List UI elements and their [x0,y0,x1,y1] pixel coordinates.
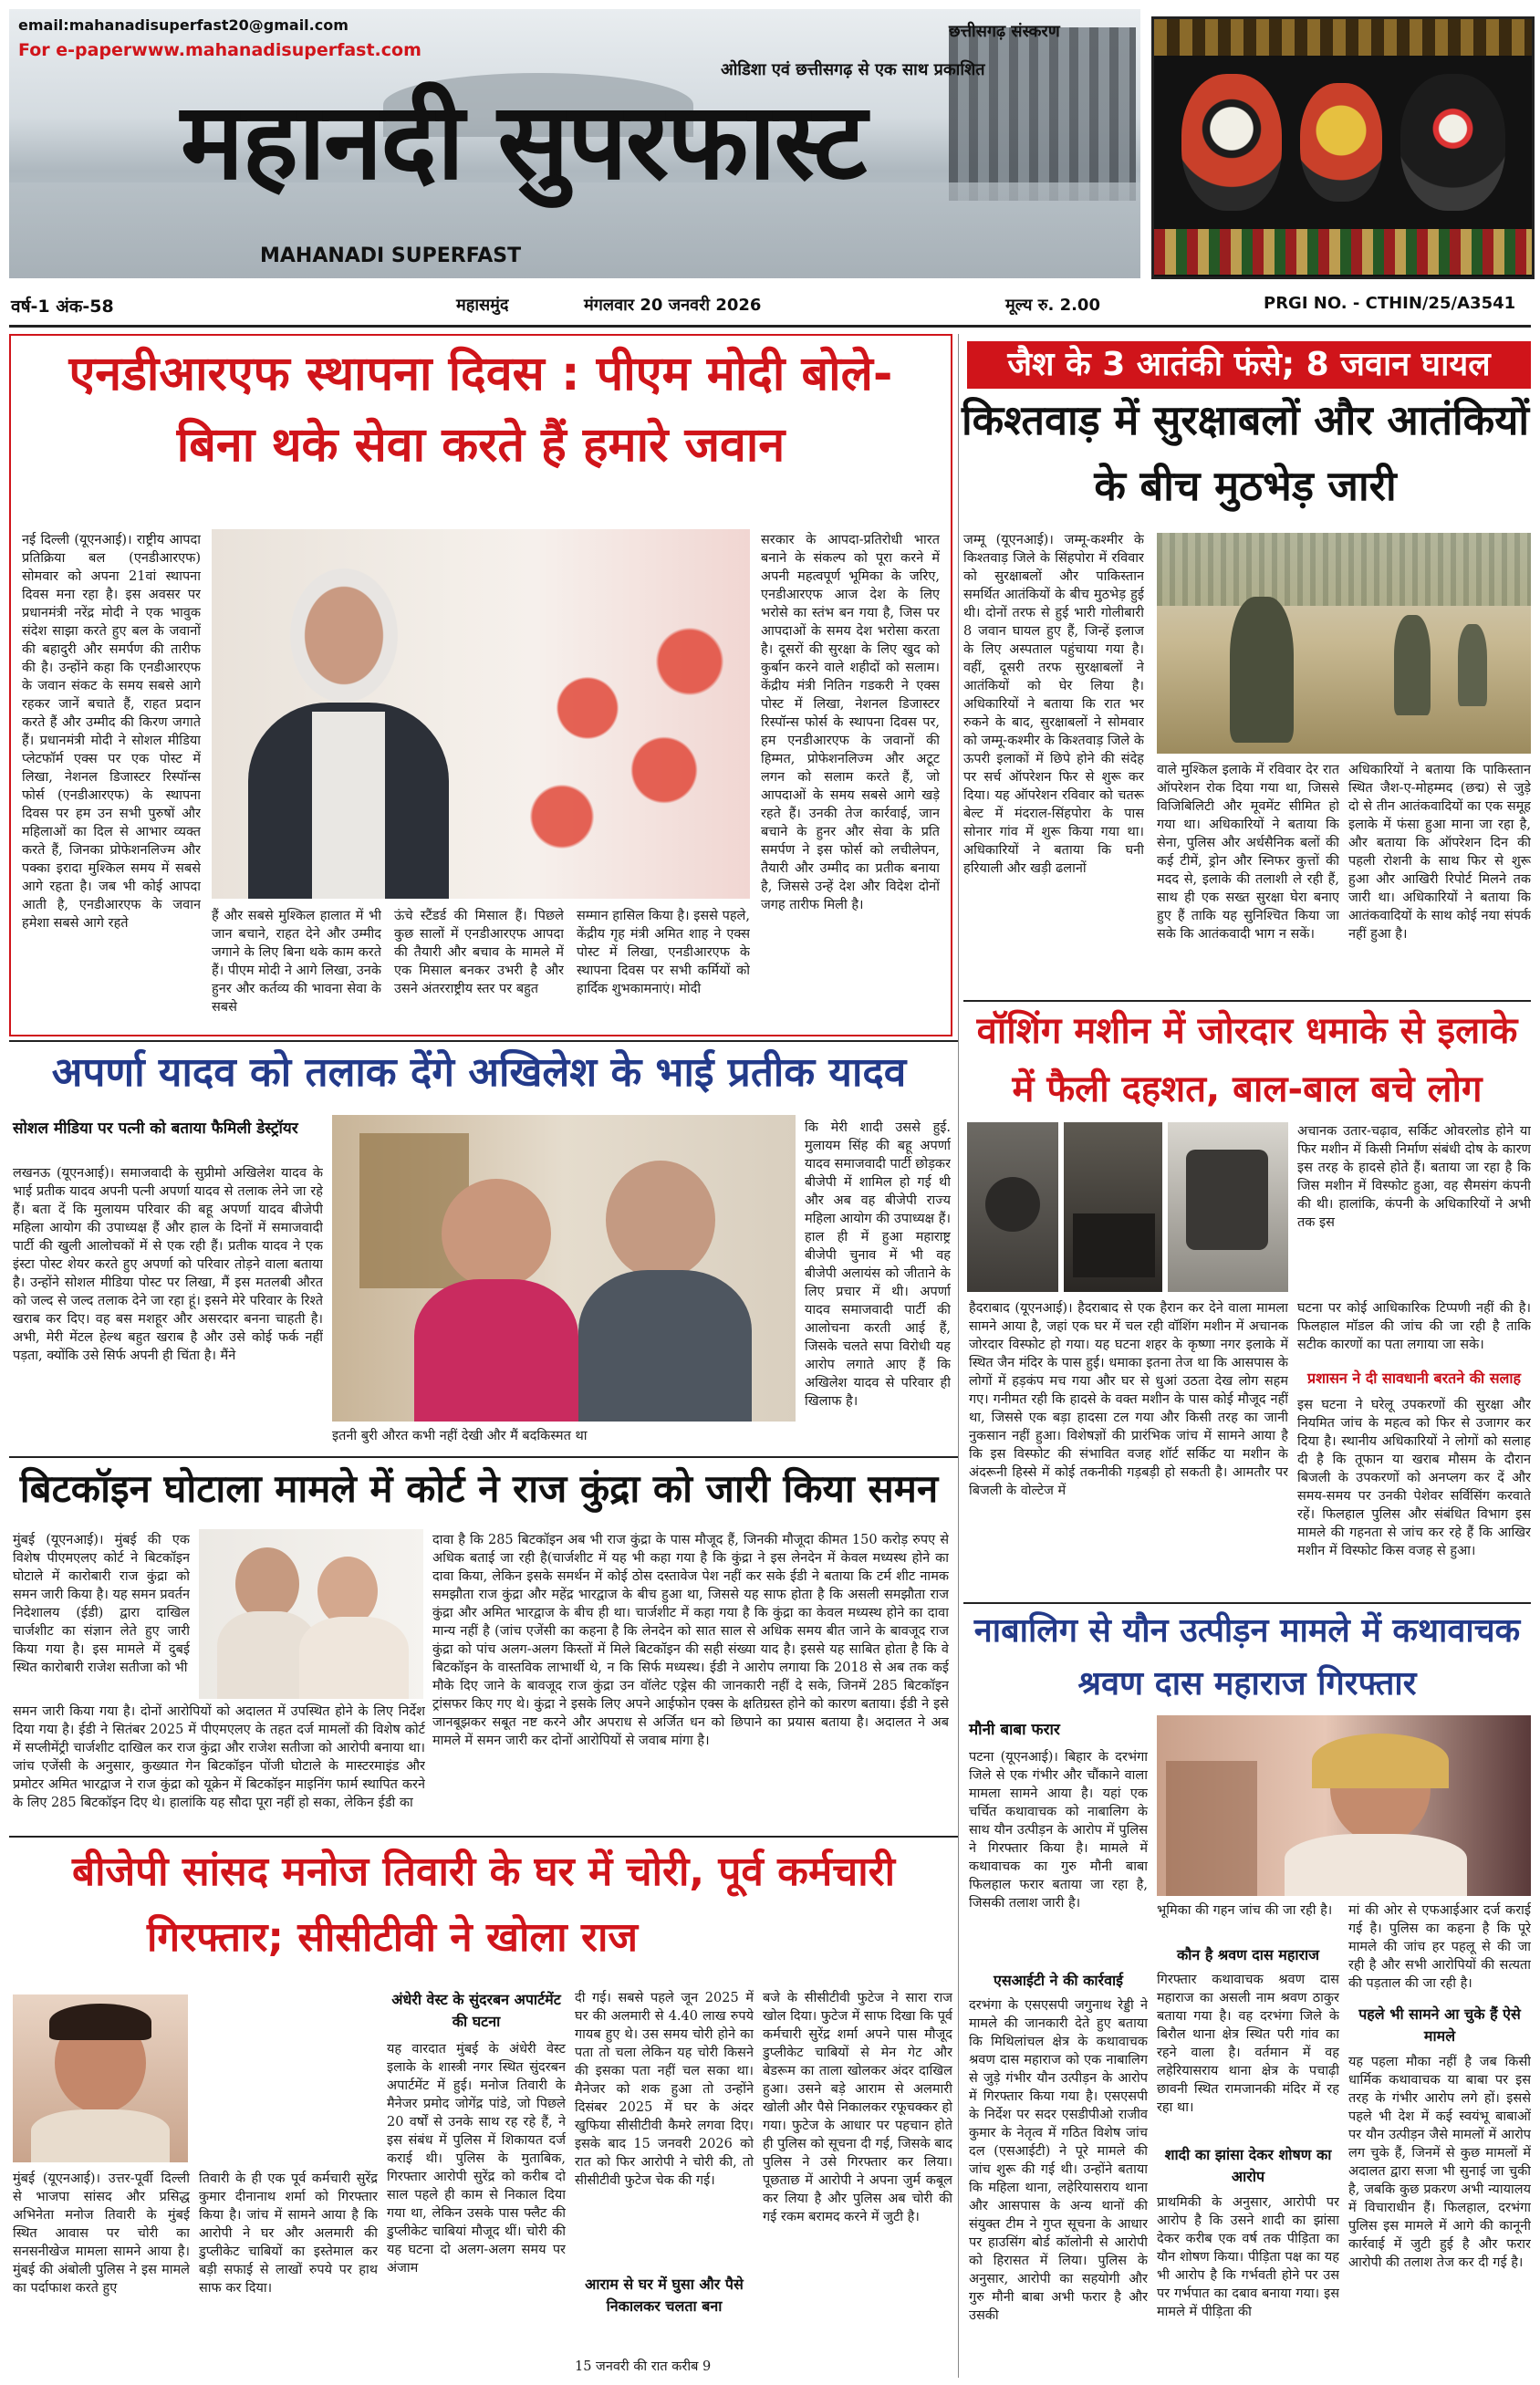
manoj-col2: तिवारी के ही एक पूर्व कर्मचारी सुरेंद्र कुमार दीनानाथ शर्मा को गिरफ्तार किया है। जांच में सामने आया है कि आरोपी ने घर और अलमारी की डुप्लीकेट चाबियों का इस्तेमाल कर बड़ी सफाई से लाखों रुपये पर हाथ साफ कर दिया। [199,2171,378,2296]
masthead-bridge [949,27,1136,201]
kishtwar-headline-2: के बीच मुठभेड़ जारी [1094,462,1397,510]
tagline: ओडिशा एवं छत्तीसगढ़ से एक साथ प्रकाशित [721,60,985,79]
ndrf-col1: नई दिल्ली (यूएनआई)। राष्ट्रीय आपदा प्रतिक्रिया बल (एनडीआरएफ) सोमवार को अपना 21वां स्थापना दिवस मना रहा है। इस अवसर पर प्रधानमंत्री नरेंद्र मोदी ने एक भावुक संदेश साझा करते हुए बल के जवानों की बहादुरी और समर्पण की तारीफ की है। उन्होंने कहा कि एनडीआरएफ के जवान संकट के समय सबसे आगे रहकर जानें बचाते हैं, राहत प्रदान करते हैं और उम्मीद की किरण जगाते हैं। प्रधानमंत्री मोदी ने सोशल मीडिया प्लेटफॉर्म एक्स पर एक पोस्ट में लिखा, नेशनल डिजास्टर रिस्पॉन्स फोर्स (एनडीआरएफ) के स्थापना दिवस पर हम उन सभी पुरुषों और महिलाओं का दिल से आभार व्यक्त करते हैं, जिनका प्रोफेशनलिज्म और पक्का इरादा मुश्किल समय में सबसे आगे रहता है। जब भी कोई आपदा आती है, एनडीआरएफ के जवान हमेशा सबसे आगे रहते [22,533,201,931]
divider-2 [9,1456,958,1458]
minor-col1: पटना (यूएनआई)। बिहार के दरभंगा जिले से एक गंभीर और चौंकाने वाला मामला सामने आया है। यहां एक चर्चित कथावाचक को नाबालिग के साथ यौन उत्पीड़न के आरोप में पुलिस ने गिरफ्तार किया है। मामले में कथावाचक का गुरु मौनी बाबा फिलहाल फरार बताया जा रहा है, जिसकी तलाश जारी है। [969,1750,1148,1911]
date: मंगलवार 20 जनवरी 2026 [584,296,762,315]
ndrf-headline-1: एनडीआरएफ स्थापना दिवस : पीएम मोदी बोले- [68,347,893,401]
aparna-headline: अपर्णा यादव को तलाक देंगे अखिलेश के भाई प्रतीक यादव [51,1049,907,1096]
ndrf-col2: हैं और सबसे मुश्किल हालात में भी जान बचाने, राहत देने और उम्मीद जगाने के लिए बिना थके काम करते हैं। पीएम मोदी ने आगे लिखा, उनके हुनर और कर्तव्य की भावना सेवा के सबसे [212,909,381,1015]
masthead [0,0,1540,283]
washing-col2b: इस घटना ने घरेलू उपकरणों की सुरक्षा और नियमित जांच के महत्व को फिर से उजागर कर दिया है। स्थानीय अधिकारियों ने लोगों को सलाह दी है कि तूफान या खराब मौसम के दौरान बिजली के उपकरणों को अनप्लग कर दें और समय-समय पर उनकी पेशेवर सर्विसिंग करवाते रहें। फिलहाल पुलिस और संबंधित विभाग इस मामले की गहनता से जांच कर रहे हैं कि आखिर मशीन में विस्फोट किस वजह से हुआ। [1297,1398,1531,1558]
washing-photo-2 [1064,1122,1162,1292]
manoj-sub-andheri: अंधेरी वेस्ट के सुंदरबन अपार्टमेंट की घटना [391,1991,561,2030]
price: मूल्य रु. 2.00 [1005,296,1100,315]
kishtwar-headline-1: किश्तवाड़ में सुरक्षाबलों और आतंकियों [962,396,1529,444]
divider-3r [963,1602,1531,1604]
kishtwar-banner [967,341,1531,389]
minor-col3b: यह पहला मौका नहीं है जब किसी धार्मिक कथावाचक या बाबा पर इस तरह के गंभीर आरोप लगे हों। इससे पहले भी देश में कई स्वयंभू बाबाओं पर यौन उत्पीड़न जैसे मामलों में आरोप लग चुके हैं, जिनमें से कुछ मामलों में अदालत द्वारा सजा भी सुनाई जा चुकी है, जबकि कुछ प्रकरण अभी न्यायालय में विचाराधीन हैं। फिलहाल, दरभंगा पुलिस इस मामले में आगे की कानूनी कार्रवाई में जुटी हुई है और फरार आरोपी की तलाश तेज कर दी गई है। [1348,2055,1531,2270]
minor-sub-sit: एसआईटी ने की कार्रवाई [994,1972,1123,1989]
minor-sub-who: कौन है श्रवण दास महाराज [1176,1946,1320,1963]
washing-col2: घटना पर कोई आधिकारिक टिप्पणी नहीं की है। फिलहाल मॉडल की जांच की जा रही है ताकि सटीक कारणों का पता लगाया जा सके। [1297,1301,1531,1352]
vertical-divider [958,334,959,2378]
divider-3 [9,1836,958,1838]
aparna-subhead: सोशल मीडिया पर पत्नी को बताया फैमिली डेस्ट्रॉयर [13,1120,298,1138]
email: email:mahanadisuperfast20@gmail.com [18,16,349,34]
ndrf-photo-modi [212,529,750,899]
manoj-col4: दी गई। सबसे पहले जून 2025 में घर की अलमारी से 4.40 लाख रुपये गायब हुए थे। उस समय चोरी होने का पता तो चला लेकिन यह चोरी किसने की इसका पता नहीं चल सका था। मैनेजर को शक हुआ तो उन्होंने दिसंबर 2025 में घर के अंदर खुफिया सीसीटीवी कैमरे लगवा दिए। इसके बाद 15 जनवरी 2026 को रात को फिर आरोपी ने चोरी की, तो सीसीटीवी फुटेज चेक की गई। [575,1991,754,2188]
manoj-sub-entry: आराम से घर में घुसा और पैसे निकालकर चलता बना [585,2276,744,2315]
volume-issue: वर्ष-1 अंक-58 [11,297,114,317]
dateline-rule [9,325,1531,328]
ndrf-headline-2: बिना थके सेवा करते हैं हमारे जवान [176,418,786,473]
minor-col2c: प्राथमिकी के अनुसार, आरोपी पर आरोप है कि उसने शादी का झांसा देकर करीब एक वर्ष तक पीड़िता का यौन शोषण किया। पीड़िता पक्ष का यह भी आरोप है कि गर्भवती होने पर उस पर गर्भपात का दबाव बनाया गया। इस मामले में पीड़िता की [1157,2195,1339,2319]
jagannath-image [1151,16,1535,279]
manoj-headline-1: बीजेपी सांसद मनोज तिवारी के घर में चोरी, पूर्व कर्मचारी [71,1849,895,1895]
manoj-col4b: 15 जनवरी की रात करीब 9 [575,2359,712,2374]
kishtwar-col1: जम्मू (यूएनआई)। जम्मू-कश्मीर के किश्तवाड़ जिले के सिंहपोरा में रविवार को सुरक्षाबलों और पाकिस्तान समर्थित आतंकियों के बीच मुठभेड़ हुई थी। दोनों तरफ से हुई भारी गोलीबारी 8 जवान घायल हुए हैं, जिन्हें इलाज के लिए अस्पताल पहुंचाया गया है। वहीं, दूसरी तरफ सुरक्षाबलों ने आतंकियों को घेर लिया है। अधिकारियों ने बताया कि रात भर रुकने के बाद, सुरक्षाबलों ने सोमवार को जम्मू-कश्मीर के किश्तवाड़ जिले के ऊपरी इलाकों में छिपे होने की संदेह पर सर्च ऑपरेशन फिर से शुरू कर दिया। यह ऑपरेशन रविवार को चतरू बेल्ट में मंदराल-सिंहपोरा के पास सोनार गांव में शुरू किया गया था। अधिकारियों ने बताया कि घनी हरियाली और खड़ी ढलानों [963,533,1144,876]
washing-photo-3 [1168,1122,1288,1292]
divider-1r [963,1000,1531,1002]
minor-col2b: गिरफ्तार कथावाचक श्रवण दास महाराज का असली नाम श्रवण ठाकुर बताया गया है। वह दरभंगा जिले के बिरौल थाना क्षेत्र स्थित परी गांव का रहने वाला है। वर्तमान में वह लहेरियासराय थाना क्षेत्र के पचाढ़ी छावनी स्थित रामजानकी मंदिर में रह रहा था। [1157,1973,1339,2115]
minor-subhead: मौनी बाबा फरार [969,1721,1060,1739]
newspaper-subtitle: MAHANADI SUPERFAST [260,245,522,267]
ndrf-col4: सम्मान हासिल किया है। इससे पहले, केंद्रीय गृह मंत्री अमित शाह ने एक्स पोस्ट में लिखा, एनडीआरएफ के स्थापना दिवस पर सभी कर्मियों को हार्दिक शुभकामनाएं। मोदी [577,909,750,996]
ndrf-story [9,334,952,1036]
washing-headline-2: में फैली दहशत, बाल-बाल बचे लोग [1012,1068,1483,1110]
minor-headline-2: श्रवण दास महाराज गिरफ्तार [1077,1665,1417,1703]
washing-col1: हैदराबाद (यूएनआई)। हैदराबाद से एक हैरान कर देने वाला मामला सामने आया है, जहां एक घर में चल रही वॉशिंग मशीन में अचानक जोरदार विस्फोट हो गया। यह घटना शहर के कृष्णा नगर इलाके में स्थित जैन मंदिर के पास हुई। धमाका इतना तेज था कि आसपास के लोगों में हड़कंप मच गया और घर से धुआं उठता देख लोग सहम गए। गनीमत रही कि हादसे के वक्त मशीन के पास कोई मौजूद नहीं था, जिससे एक बड़ा हादसा टल गया और किसी तरह का जानी नुकसान नहीं हुआ। विशेषज्ञों की प्रारंभिक जांच में सामने आया है कि इस विस्फोट की संभावित वजह शॉर्ट सर्किट या मशीन के अंदरूनी हिस्से में कोई तकनीकी गड़बड़ी हो सकती है। आमतौर पर बिजली के वोल्टेज में [969,1301,1288,1498]
kishtwar-col2: वाले मुश्किल इलाके में रविवार देर रात ऑपरेशन रोक दिया गया था, जिससे विजिबिलिटी और मूवमेंट सीमित हो गया था। अधिकारियों ने बताया कि सेना, पुलिस और अर्धसैनिक बलों की कई टीमें, ड्रोन और स्निफर कुत्तों की मदद से, इलाके की तलाशी ले रही हैं, साथ ही एक सख्त सुरक्षा घेरा बनाए हुए हैं ताकि यह सुनिश्चित किया जा सके कि आतंकवादी भाग न सकें। [1157,763,1339,942]
minor-sub-marriage: शादी का झांसा देकर शोषण का आरोप [1164,2146,1332,2185]
minor-sub-earlier: पहले भी सामने आ चुके हैं ऐसे मामले [1358,2005,1521,2045]
kishtwar-photo [1157,533,1531,754]
ndrf-col3: ऊंचे स्टैंडर्ड की मिसाल हैं। पिछले कुछ सालों में एनडीआरएफ आपदा की तैयारी और बचाव के मामले में एक मिसाल बनकर उभरी है और उसने अंतरराष्ट्रीय स्तर पर बहुत [394,909,564,996]
washing-headline-1: वॉशिंग मशीन में जोरदार धमाके से इलाके [976,1010,1518,1052]
city: महासमुंद [456,296,509,315]
manoj-col5: बजे के सीसीटीवी फुटेज ने सारा राज खोल दिया। फुटेज में साफ दिखा कि पूर्व कर्मचारी सुरेंद्र शर्मा अपने पास मौजूद डुप्लीकेट चाबियों से मेन गेट और बेडरूम का ताला खोलकर अंदर दाखिल हुआ। उसने बड़े आराम से अलमारी खोली और पैसे निकालकर रफूचक्कर हो गया। फुटेज के आधार पर पहचान होते ही पुलिस को सूचना दी गई, जिसके बाद पुलिस ने उसे गिरफ्तार कर लिया। पूछताछ में आरोपी ने अपना जुर्म कबूल कर लिया है और पुलिस अब चोरी की गई रकम बरामद करने में जुटी है। [763,1991,952,2224]
minor-headline-1: नाबालिग से यौन उत्पीड़न मामले में कथावाचक [973,1612,1521,1650]
washing-subhead: प्रशासन ने दी सावधानी बरतने की सलाह [1306,1370,1522,1387]
manoj-photo [13,1994,188,2162]
minor-col2: भूमिका की गहन जांच की जा रही है। [1157,1903,1333,1918]
aparna-col2: इतनी बुरी औरत कभी नहीं देखी और मैं बदकिस्मत था [332,1429,588,1443]
bitcoin-photo [199,1529,423,1699]
divider-1 [9,1040,958,1042]
bitcoin-col-full: समन जारी किया गया है। दोनों आरोपियों को अदालत में उपस्थित होने के लिए निर्देश दिया गया है। ईडी ने सितंबर 2025 में पीएमएलए के तहत दर्ज मामलों की विशेष कोर्ट में सप्लीमेंट्री चार्जशीट दाखिल कर राज कुंद्रा और राजेश सतीजा को आरोपी बनाया था। जांच एजेंसी के अनुसार, कुख्यात गेन बिटकॉइन पोंजी घोटाले के मास्टरमाइंड और प्रमोटर अमित भारद्वाज ने राज कुंद्रा को यूक्रेन में बिटकॉइन माइनिंग फार्म स्थापित करने के लिए 285 बिटकॉइन दिए थे। हालांकि यह सौदा पूरा नहीं हो सका, लेकिन ईडी का [13,1704,425,1810]
washing-photo-1 [967,1122,1058,1292]
aparna-photo [332,1115,796,1422]
prgi-number: PRGI NO. - CTHIN/25/A3541 [1264,294,1516,313]
bitcoin-col2: दावा है कि 285 बिटकॉइन अब भी राज कुंद्रा के पास मौजूद हैं, जिनकी मौजूदा कीमत 150 करोड़ रुपए से अधिक बताई जा रही है(चार्जशीट में यह भी कहा गया है कि कुंद्रा ने इस लेनदेन में केवल मध्यस्थ होने का दावा किया, लेकिन इसके समर्थन में कोई ठोस दस्तावेज पेश नहीं कर सके ईडी ने बताया कि टर्म शीट नामक समझौता राज कुंद्रा और महेंद्र भारद्वाज के बीच हुआ था, जिससे यह साफ होता है कि असली समझौता राज कुंद्रा और अमित भारद्वाज के बीच ही था। चार्जशीट में कहा गया है कि कुंद्रा का केवल मध्यस्थ होने का दावा मान्य नहीं है (जांच एजेंसी का कहना है कि लेनदेन को सात साल से अधिक समय बीत जाने के बावजूद राज कुंद्रा को पांच अलग-अलग किस्तों में मिले बिटकॉइन की सही संख्या याद है। इससे यह साबित होता है कि वे बिटकॉइन के वास्तविक लाभार्थी थे, न कि सिर्फ मध्यस्थ। ईडी ने आरोप लगाया कि 2018 से अब तक कई मौके दिए जाने के बावजूद राज कुंद्रा उन वॉलेट एड्रेस की जानकारी नहीं दे सके, जिनमें 285 बिटकॉइन ट्रांसफर किए गए थे। कुंद्रा ने इसके लिए अपने आईफोन एक्स के क्षतिग्रस्त होने को कारण बताया। ईडी ने इसे जानबूझकर सबूत नष्ट करने और अपराध से अर्जित धन को छिपाने का प्रयास बताया है। अदालत ने अब मामले में समन जारी कर दोनों आरोपियों से जवाब मांगा है। [432,1533,949,1748]
aparna-col1: लखनऊ (यूएनआई)। समाजवादी के सुप्रीमो अखिलेश यादव के भाई प्रतीक यादव अपनी पत्नी अपर्णा यादव से तलाक लेने जा रहे हैं। बता दें कि मुलायम परिवार की बहू अपर्णा यादव बीजेपी महिला आयोग की उपाध्यक्ष हैं और हाल के दिनों में समाजवादी पार्टी की खुली आलोचकों में से एक रही हैं। प्रतीक यादव ने एक इंस्टा पोस्ट शेयर करते हुए अपर्णा को परिवार तोड़ने वाला बताया है। उन्होंने सोशल मीडिया पोस्ट पर लिखा, मैं इस मतलबी औरत को जल्द से जल्द तलाक देने जा रहा हूं। इसने मेरे परिवार के रिश्ते खराब कर दिए। वह बस मशहूर और असरदार बनना चाहती है। अभी, मेरी मेंटल हेल्थ बहुत खराब है और उसे कोई फर्क नहीं पड़ता, क्योंकि उसे सिर्फ अपनी ही चिंता है। मैंने [13,1166,323,1363]
newspaper-title: महानदी सुपरफास्ट [181,80,866,203]
kishtwar-banner-text: जैश के 3 आतंकी फंसे; 8 जवान घायल [1007,346,1491,383]
edition: छत्तीसगढ़ संस्करण [949,22,1060,41]
aparna-col3: कि मेरी शादी उससे हुई. मुलायम सिंह की बहू अपर्णा यादव समाजवादी पार्टी छोड़कर बीजेपी में शामिल हो गई थी और अब वह बीजेपी राज्य महिला आयोग की उपाध्यक्ष हैं। हाल ही में हुआ महाराष्ट्र बीजेपी चुनाव में भी वह बीजेपी अलायंस को जीताने के लिए प्रचार में थी। अपर्णा यादव समाजवादी पार्टी की आलोचना करती आई हैं, जिसके चलते सपा विरोधी यह आरोप लगाते आए हैं कि अखिलेश यादव से परिवार ही खिलाफ है। [805,1120,951,1409]
kishtwar-col3: अधिकारियों ने बताया कि पाकिस्तान स्थित जैश-ए-मोहम्मद (छद्म) से जुड़े दो से तीन आतंकवादियों का एक समूह इलाके में फंसा हुआ माना जा रहा है, और बताया कि ऑपरेशन दिन की पहली रोशनी के साथ फिर से शुरू हुआ और आखिरी रिपोर्ट मिलने तक जारी था। अधिकारियों ने बताया कि आतंकवादियों के साथ कोई नया संपर्क नहीं हुआ है। [1348,763,1531,942]
dateline [0,290,1540,321]
manoj-col3: यह वारदात मुंबई के अंधेरी वेस्ट इलाके के शास्त्री नगर स्थित सुंदरबन अपार्टमेंट में हुई। मनोज तिवारी के मैनेजर प्रमोद जोगेंद्र पांडे, जो पिछले 20 वर्षों से उनके साथ रह रहे हैं, ने इस संबंध में पुलिस में शिकायत दर्ज कराई थी। पुलिस के मुताबिक, गिरफ्तार आरोपी सुरेंद्र को करीब दो साल पहले ही काम से निकाल दिया गया था, लेकिन उसके पास फ्लैट की डुप्लीकेट चाबियां मौजूद थीं। चोरी की यह घटना दो अलग-अलग समय पर अंजाम [387,2042,566,2276]
ndrf-col5: सरकार के आपदा-प्रतिरोधी भारत बनाने के संकल्प को पूरा करने में अपनी महत्वपूर्ण भूमिका के जरिए, एनडीआरएफ आज देश के लिए भरोसे का स्तंभ बन गया है, जिस पर आपदाओं के समय देश भरोसा करता है। दूसरों की सुरक्षा के लिए खुद को कुर्बान करने वाले शहीदों को सलाम। केंद्रीय मंत्री नितिन गडकरी ने एक्स पोस्ट में लिखा, नेशनल डिजास्टर रिस्पॉन्स फोर्स के स्थापना दिवस पर, हम एनडीआरएफ के जवानों की हिम्मत, प्रोफेशनलिज्म और अटूट लगन को सलाम करते हैं, जो आपदाओं के समय सबसे आगे खड़े रहते हैं। उनकी तेज कार्रवाई, जान बचाने के हुनर और सेवा के प्रति समर्पण ने इस फोर्स को लचीलेपन, तैयारी और उम्मीद का प्रतीक बनाया है, जिससे उन्हें देश और विदेश दोनों जगह तारीफ मिली है। [761,533,940,912]
bitcoin-col1: मुंबई (यूएनआई)। मुंबई की एक विशेष पीएमएलए कोर्ट ने बिटकॉइन घोटाले में कारोबारी राज कुंद्रा को समन जारी किया है। यह समन प्रवर्तन निदेशालय (ईडी) द्वारा दाखिल चार्जशीट का संज्ञान लेते हुए जारी किया गया है। इस मामले में दुबई स्थित कारोबारी राजेश सतीजा को भी [13,1533,190,1675]
minor-col3: मां की ओर से एफआईआर दर्ज कराई गई है। पुलिस का कहना है कि पूरे मामले की जांच हर पहलू से की जा रही है और सभी आरोपियों की सत्यता की पड़ताल की जा रही है। [1348,1903,1531,1991]
manoj-col1: मुंबई (यूएनआई)। उत्तर-पूर्वी दिल्ली से भाजपा सांसद और प्रसिद्ध अभिनेता मनोज तिवारी के मुंबई स्थित आवास पर चोरी का सनसनीखेज मामला सामने आया है। मुंबई की अंबोली पुलिस ने इस मामले का पर्दाफाश करते हुए [13,2171,190,2296]
minor-col1b: दरभंगा के एसएसपी जगुनाथ रेड्डी ने मामले की जानकारी देते हुए बताया कि मिथिलांचल क्षेत्र के कथावाचक श्रवण दास महाराज को एक नाबालिग से जुड़े गंभीर यौन उत्पीड़न के आरोप में गिरफ्तार किया गया है। एसएसपी के निर्देश पर सदर एसडीपीओ राजीव कुमार के नेतृत्व में गठित विशेष जांच दल (एसआईटी) ने पूरे मामले की जांच शुरू की गई थी। उन्होंने बताया कि महिला थाना, लहेरियासराय थाना और आसपास के अन्य थानों की संयुक्त टीम ने गुप्त सूचना के आधार पर हाउसिंग बोर्ड कॉलोनी से आरोपी को हिरासत में लिया। पुलिस के अनुसार, आरोपी का सहयोगी और गुरु मौनी बाबा अभी फरार है और उसकी [969,1998,1148,2323]
manoj-headline-2: गिरफ्तार; सीसीटीवी ने खोला राज [146,1914,638,1961]
bitcoin-headline: बिटकॉइन घोटाला मामले में कोर्ट ने राज कुंद्रा को जारी किया समन [19,1466,939,1511]
minor-photo [1157,1715,1531,1896]
epaper-link[interactable]: For e-paperwww.mahanadisuperfast.com [18,40,421,60]
washing-col-right: अचानक उतार-चढ़ाव, सर्किट ओवरलोड होने या फिर मशीन में किसी निर्माण संबंधी दोष के कारण इस तरह के हादसे होते हैं। बताया जा रहा है कि जिस मशीन में विस्फोट हुआ, वह सैमसंग कंपनी की थी। हालांकि, कंपनी के अधिकारियों ने अभी तक इस [1297,1124,1531,1230]
